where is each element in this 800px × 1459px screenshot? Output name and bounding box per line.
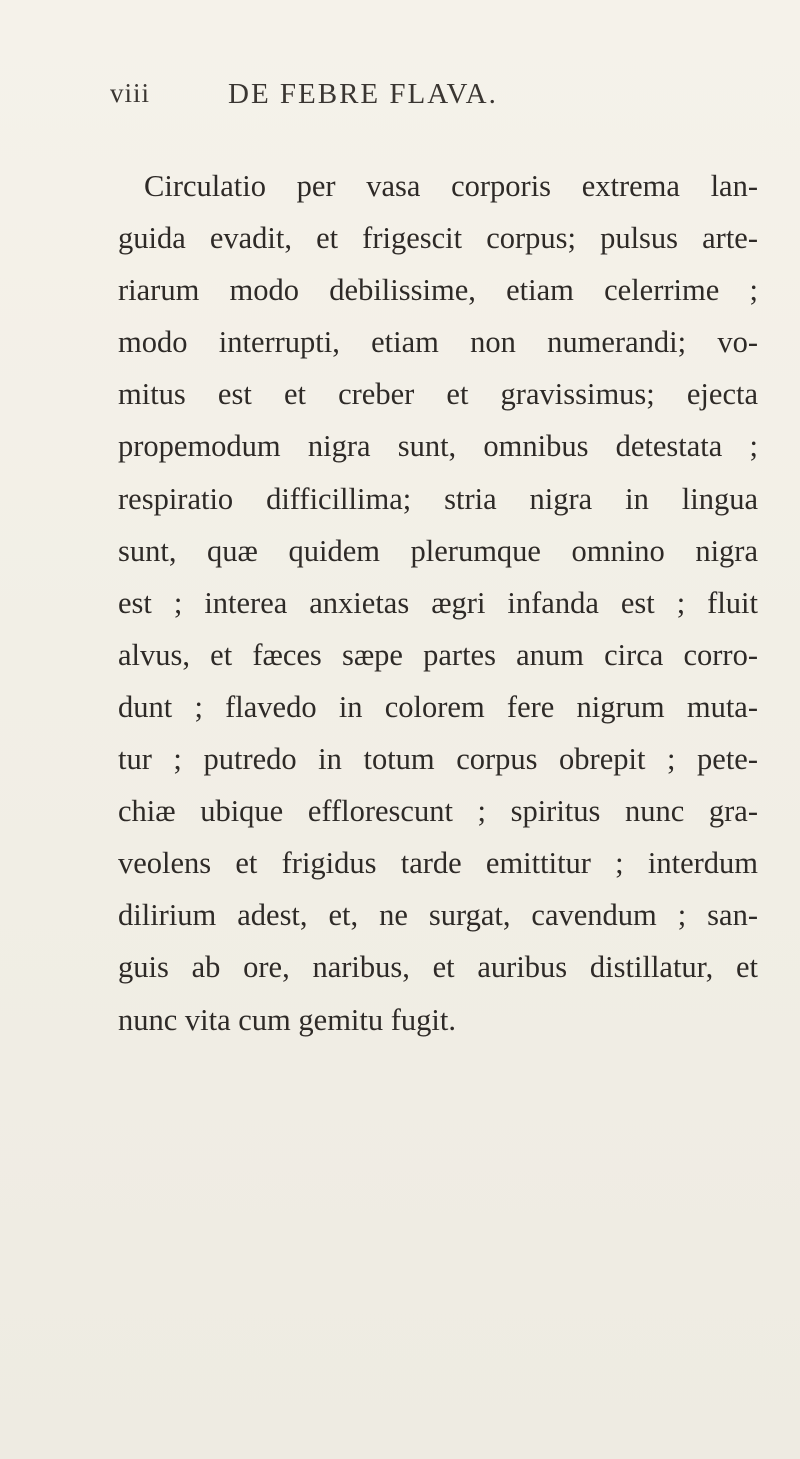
text-line: est ; interea anxietas ægri infanda est ; fluit — [118, 585, 758, 620]
text-line: riarum modo debilissime, etiam celerrime ; — [118, 273, 758, 308]
text-line: sunt, quæ quidem plerumque omnino nigra — [118, 533, 758, 568]
text-line: alvus, et fæces sæpe partes anum circa corro- — [118, 637, 758, 672]
text-line: guis ab ore, naribus, et auribus distillatur, et — [118, 950, 758, 985]
text-line: propemodum nigra sunt, omnibus detestata ; — [118, 429, 758, 464]
page-number: viii — [110, 78, 151, 108]
text-line: nunc vita cum gemitu fugit. — [118, 1002, 456, 1037]
text-line: guida evadit, et frigescit corpus; pulsus arte- — [118, 221, 758, 256]
text-line: tur ; putredo in totum corpus obrepit ; pete- — [118, 742, 758, 777]
text-line: veolens et frigidus tarde emittitur ; interdum — [118, 846, 758, 881]
text-line: respiratio difficillima; stria nigra in lingua — [118, 481, 758, 516]
body-paragraph — [118, 160, 758, 1046]
text-line: Circulatio per vasa corporis extrema lan- — [144, 169, 758, 203]
running-head — [0, 78, 800, 128]
text-line: modo interrupti, etiam non numerandi; vo- — [118, 325, 758, 360]
running-title: DE FEBRE FLAVA. — [228, 78, 498, 110]
text-line: chiæ ubique efflorescunt ; spiritus nunc gra- — [118, 794, 758, 829]
text-line: dilirium adest, et, ne surgat, cavendum ; san- — [118, 898, 758, 933]
text-line: mitus est et creber et gravissimus; ejecta — [118, 377, 758, 412]
text-line: dunt ; flavedo in colorem fere nigrum muta- — [118, 689, 758, 724]
